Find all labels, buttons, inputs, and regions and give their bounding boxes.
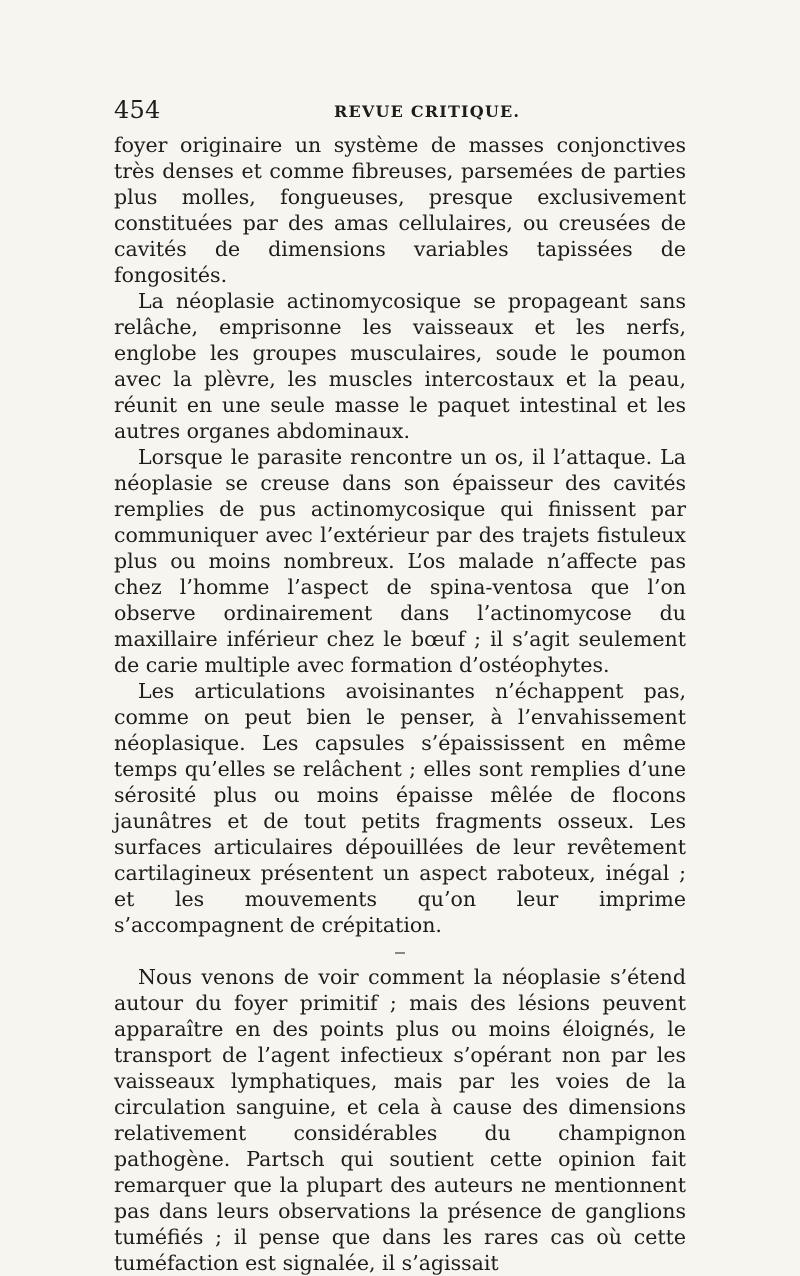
page-number: 454 (114, 96, 161, 124)
paragraph-2: La néoplasie actinomycosique se propageant sans relâche, emprisonne les vaisseaux et les nerfs, englobe les groupes musculaires, soude le poumon avec la plèvre, les muscles intercostaux et la peau, réunit en une seule masse le paquet intestinal et les autres organes abdominaux. (114, 289, 686, 443)
section-separator (114, 938, 686, 964)
paragraph-5: Nous venons de voir comment la néoplasie s’étend autour du foyer primitif ; mais des lésions peuvent apparaître en des points plus ou moins éloignés, le transport de l’agent infectieux s’opérant non par les vaisseaux lymphatiques, mais par les voies de la circulation sanguine, et cela à cause des dimensions relativement considérables du champignon pathogène. Partsch qui soutient cette opinion fait remarquer que la plupart des auteurs ne mentionnent pas dans leurs observations la présence de ganglions tuméfiés ; il pense que dans les rares cas où cette tuméfaction est signalée, il s’agissait (114, 965, 686, 1275)
body-text (114, 132, 686, 1276)
paragraph-3: Lorsque le parasite rencontre un os, il l’attaque. La néoplasie se creuse dans son épaisseur des cavités remplies de pus actinomycosique qui finissent par communiquer avec l’extérieur par des trajets fistuleux plus ou moins nombreux. L’os malade n’affecte pas chez l’homme l’aspect de spina-ventosa que l’on observe ordinairement dans l’actinomycose du maxillaire inférieur chez le bœuf ; il s’agit seulement de carie multiple avec formation d’ostéophytes. (114, 445, 686, 677)
paragraph-1: foyer originaire un système de masses conjonctives très denses et comme fibreuses, parsemées de parties plus molles, fongueuses, presque exclusivement constituées par des amas cellulaires, ou creusées de cavités de dimensions variables tapissées de fongosités. (114, 133, 686, 287)
running-head: REVUE CRITIQUE. (334, 102, 521, 121)
separator-mark (395, 952, 405, 954)
page-header (114, 96, 684, 126)
paragraph-4: Les articulations avoisinantes n’échappent pas, comme on peut bien le penser, à l’envahissement néoplasique. Les capsules s’épaississent en même temps qu’elles se relâchent ; elles sont remplies d’une sérosité plus ou moins épaisse mêlée de flocons jaunâtres et de tout petits fragments osseux. Les surfaces articulaires dépouillées de leur revêtement cartilagineux présentent un aspect raboteux, inégal ; et les mouvements qu’on leur imprime s’accompagnent de crépitation. (114, 679, 686, 937)
